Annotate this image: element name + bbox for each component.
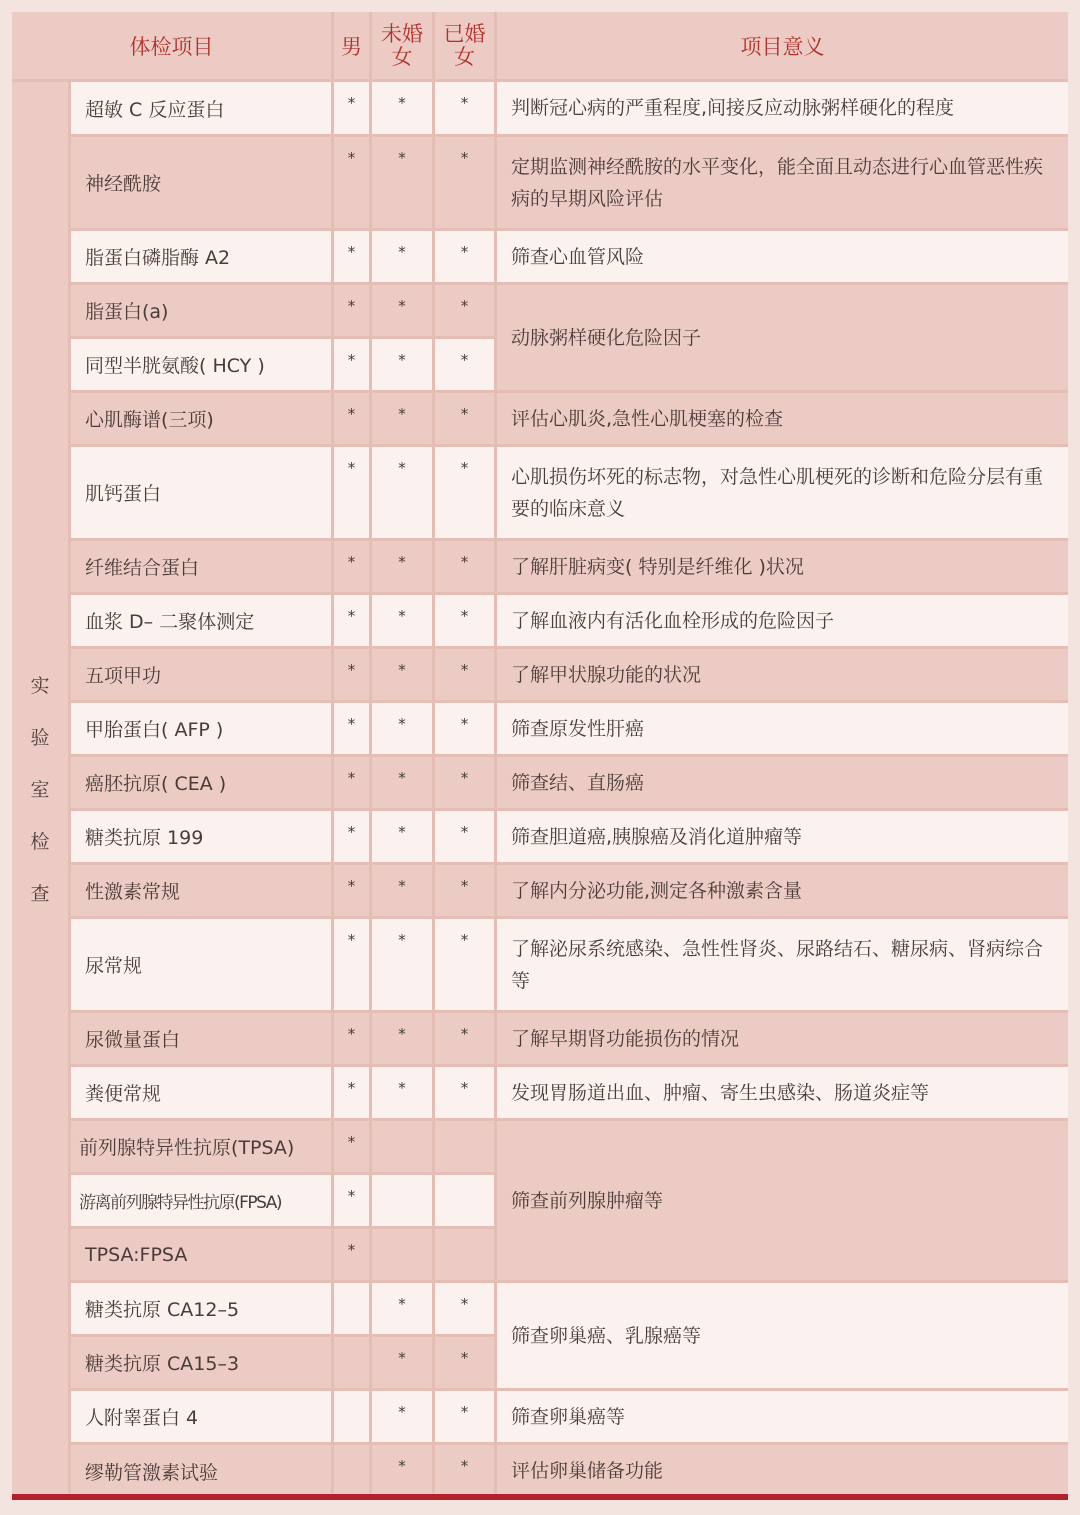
male-mark <box>334 1445 369 1497</box>
married-female-mark: * <box>435 1445 494 1497</box>
married-female-mark: * <box>435 447 494 538</box>
item-name: 同型半胱氨酸( HCY ) <box>71 339 331 390</box>
unmarried-female-mark: * <box>372 82 432 134</box>
item-name: 尿微量蛋白 <box>71 1013 331 1064</box>
married-female-mark: * <box>435 1283 494 1334</box>
item-meaning: 了解内分泌功能,测定各种激素含量 <box>497 865 1068 916</box>
unmarried-female-mark: * <box>372 1283 432 1334</box>
male-mark <box>334 1283 369 1334</box>
item-name: TPSA:FPSA <box>71 1229 331 1280</box>
header-unmarried-line1: 未婚 <box>381 21 423 46</box>
married-female-mark: * <box>435 703 494 754</box>
item-name: 五项甲功 <box>71 649 331 700</box>
unmarried-female-mark <box>372 1175 432 1226</box>
male-mark: * <box>334 595 369 646</box>
item-meaning: 筛查前列腺肿瘤等 <box>497 1121 1068 1280</box>
unmarried-female-mark: * <box>372 285 432 336</box>
unmarried-female-mark <box>372 1229 432 1280</box>
item-name: 脂蛋白(a) <box>71 285 331 336</box>
item-name: 肌钙蛋白 <box>71 447 331 538</box>
item-meaning: 了解泌尿系统感染、急性性肾炎、尿路结石、糖尿病、肾病综合等 <box>497 919 1068 1010</box>
item-name: 游离前列腺特异性抗原(FPSA) <box>71 1175 331 1226</box>
married-female-mark: * <box>435 811 494 862</box>
item-meaning: 动脉粥样硬化危险因子 <box>497 285 1068 390</box>
item-name: 血浆 D– 二聚体测定 <box>71 595 331 646</box>
male-mark: * <box>334 231 369 282</box>
male-mark: * <box>334 447 369 538</box>
male-mark: * <box>334 393 369 444</box>
header-unmarried-female <box>372 12 432 79</box>
header-item: 体检项目 <box>12 12 331 79</box>
item-name: 粪便常规 <box>71 1067 331 1118</box>
male-mark <box>334 1337 369 1388</box>
unmarried-female-mark: * <box>372 919 432 1010</box>
unmarried-female-mark: * <box>372 1391 432 1442</box>
item-meaning: 了解血液内有活化血栓形成的危险因子 <box>497 595 1068 646</box>
male-mark: * <box>334 703 369 754</box>
married-female-mark: * <box>435 285 494 336</box>
unmarried-female-mark: * <box>372 231 432 282</box>
header-married-line2: 女 <box>454 44 475 69</box>
unmarried-female-mark: * <box>372 811 432 862</box>
male-mark: * <box>334 1013 369 1064</box>
unmarried-female-mark: * <box>372 1445 432 1497</box>
male-mark: * <box>334 1121 369 1172</box>
male-mark: * <box>334 919 369 1010</box>
married-female-mark: * <box>435 1067 494 1118</box>
item-meaning: 评估心肌炎,急性心肌梗塞的检查 <box>497 393 1068 444</box>
married-female-mark: * <box>435 393 494 444</box>
item-name: 性激素常规 <box>71 865 331 916</box>
item-meaning: 筛查心血管风险 <box>497 231 1068 282</box>
married-female-mark: * <box>435 541 494 592</box>
married-female-mark <box>435 1121 494 1172</box>
married-female-mark: * <box>435 82 494 134</box>
item-meaning: 判断冠心病的严重程度,间接反应动脉粥样硬化的程度 <box>497 82 1068 134</box>
unmarried-female-mark: * <box>372 1067 432 1118</box>
unmarried-female-mark: * <box>372 447 432 538</box>
item-meaning: 筛查卵巢癌、乳腺癌等 <box>497 1283 1068 1388</box>
male-mark: * <box>334 82 369 134</box>
male-mark: * <box>334 339 369 390</box>
item-meaning: 心肌损伤坏死的标志物，对急性心肌梗死的诊断和危险分层有重要的临床意义 <box>497 447 1068 538</box>
bottom-rule <box>12 1494 1068 1500</box>
item-name: 神经酰胺 <box>71 137 331 228</box>
category-char: 检 <box>30 830 50 853</box>
item-name: 糖类抗原 CA15–3 <box>71 1337 331 1388</box>
item-meaning: 了解肝脏病变( 特别是纤维化 )状况 <box>497 541 1068 592</box>
item-name: 纤维结合蛋白 <box>71 541 331 592</box>
header-married-line1: 已婚 <box>443 21 486 46</box>
item-meaning: 筛查结、直肠癌 <box>497 757 1068 808</box>
item-name: 糖类抗原 199 <box>71 811 331 862</box>
unmarried-female-mark: * <box>372 339 432 390</box>
married-female-mark: * <box>435 231 494 282</box>
married-female-mark: * <box>435 865 494 916</box>
male-mark: * <box>334 649 369 700</box>
unmarried-female-mark: * <box>372 393 432 444</box>
married-female-mark: * <box>435 1391 494 1442</box>
married-female-mark: * <box>435 649 494 700</box>
item-meaning: 定期监测神经酰胺的水平变化，能全面且动态进行心血管恶性疾病的早期风险评估 <box>497 137 1068 228</box>
married-female-mark <box>435 1229 494 1280</box>
item-meaning: 筛查胆道癌,胰腺癌及消化道肿瘤等 <box>497 811 1068 862</box>
category-char: 室 <box>30 778 50 801</box>
married-female-mark: * <box>435 757 494 808</box>
male-mark: * <box>334 285 369 336</box>
header-unmarried-line2: 女 <box>391 44 413 69</box>
married-female-mark: * <box>435 339 494 390</box>
header-meaning: 项目意义 <box>497 12 1068 79</box>
married-female-mark: * <box>435 1337 494 1388</box>
header-married-female <box>435 12 494 79</box>
unmarried-female-mark: * <box>372 541 432 592</box>
item-meaning: 评估卵巢储备功能 <box>497 1445 1068 1497</box>
category-char: 实 <box>30 674 50 697</box>
male-mark: * <box>334 757 369 808</box>
unmarried-female-mark: * <box>372 595 432 646</box>
item-meaning: 筛查卵巢癌等 <box>497 1391 1068 1442</box>
unmarried-female-mark: * <box>372 137 432 228</box>
item-meaning: 了解甲状腺功能的状况 <box>497 649 1068 700</box>
unmarried-female-mark: * <box>372 649 432 700</box>
item-name: 缪勒管激素试验 <box>71 1445 331 1497</box>
category-char: 查 <box>30 882 50 905</box>
item-name: 脂蛋白磷脂酶 A2 <box>71 231 331 282</box>
unmarried-female-mark: * <box>372 865 432 916</box>
male-mark: * <box>334 137 369 228</box>
male-mark: * <box>334 1175 369 1226</box>
exam-table <box>12 12 1068 1497</box>
unmarried-female-mark: * <box>372 1013 432 1064</box>
item-meaning: 筛查原发性肝癌 <box>497 703 1068 754</box>
male-mark: * <box>334 1067 369 1118</box>
married-female-mark: * <box>435 595 494 646</box>
category-label <box>29 660 51 920</box>
married-female-mark: * <box>435 1013 494 1064</box>
item-name: 癌胚抗原( CEA ) <box>71 757 331 808</box>
item-name: 心肌酶谱(三项) <box>71 393 331 444</box>
married-female-mark: * <box>435 137 494 228</box>
item-meaning: 了解早期肾功能损伤的情况 <box>497 1013 1068 1064</box>
married-female-mark: * <box>435 919 494 1010</box>
item-name: 糖类抗原 CA12–5 <box>71 1283 331 1334</box>
item-name: 人附睾蛋白 4 <box>71 1391 331 1442</box>
item-name: 尿常规 <box>71 919 331 1010</box>
male-mark: * <box>334 865 369 916</box>
unmarried-female-mark <box>372 1121 432 1172</box>
married-female-mark <box>435 1175 494 1226</box>
unmarried-female-mark: * <box>372 1337 432 1388</box>
unmarried-female-mark: * <box>372 703 432 754</box>
item-name: 超敏 C 反应蛋白 <box>71 82 331 134</box>
item-meaning: 发现胃肠道出血、肿瘤、寄生虫感染、肠道炎症等 <box>497 1067 1068 1118</box>
male-mark: * <box>334 1229 369 1280</box>
male-mark: * <box>334 541 369 592</box>
header-male: 男 <box>334 12 369 79</box>
category-cell <box>12 82 68 1497</box>
item-name: 甲胎蛋白( AFP ) <box>71 703 331 754</box>
unmarried-female-mark: * <box>372 757 432 808</box>
male-mark <box>334 1391 369 1442</box>
item-name: 前列腺特异性抗原(TPSA) <box>71 1121 331 1172</box>
male-mark: * <box>334 811 369 862</box>
category-char: 验 <box>30 726 50 749</box>
